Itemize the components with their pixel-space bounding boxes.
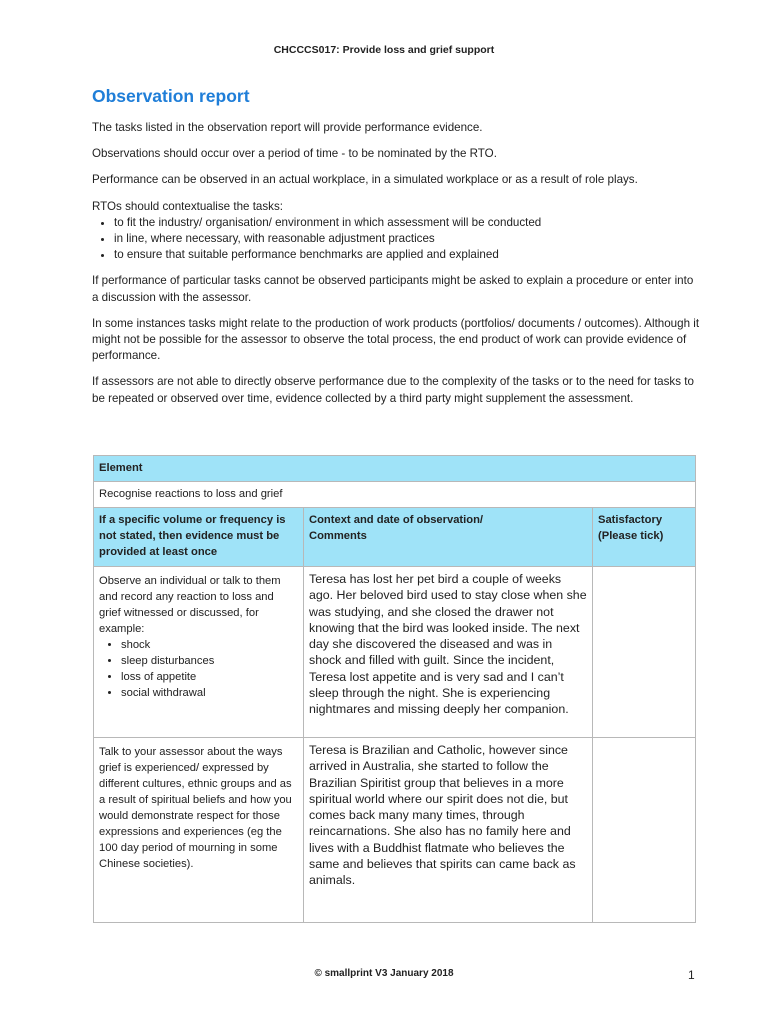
task-cell xyxy=(94,567,304,738)
satisfactory-header-cell xyxy=(593,508,696,567)
list-item: • loss of appetite xyxy=(121,669,298,685)
intro-section xyxy=(92,120,702,417)
observation-table xyxy=(93,455,696,923)
document-header: CHCCCS017: Provide loss and grief support xyxy=(273,44,495,56)
task-cell xyxy=(94,738,304,923)
contextualise-list xyxy=(92,215,702,264)
page-number: 1 xyxy=(688,968,695,982)
list-item: • shock xyxy=(121,637,298,653)
comments-header-line: Context and date of observation/ xyxy=(309,514,484,526)
table-row xyxy=(94,738,696,923)
page-title: Observation report xyxy=(92,86,250,106)
intro-paragraph: The tasks listed in the observation report will provide performance evidence. xyxy=(92,121,483,134)
intro-paragraph: Performance can be observed in an actual workplace, in a simulated workplace or as a result of role plays. xyxy=(92,173,638,187)
element-label-cell: Element xyxy=(94,456,696,482)
footer-copyright: © smallprint V3 January 2018 xyxy=(314,968,454,979)
list-item: • to fit the industry/ organisation/ environment in which assessment will be conducted xyxy=(114,215,702,231)
reaction-list xyxy=(99,637,298,701)
task-text: Observe an individual or talk to them and record any reaction to loss and grief witnessed or discussed, for example: xyxy=(99,575,281,635)
satisfactory-cell[interactable] xyxy=(593,567,696,738)
list-item: • in line, where necessary, with reasonable adjustment practices xyxy=(114,231,702,247)
intro-paragraph: RTOs should contextualise the tasks: xyxy=(92,199,283,213)
intro-paragraph: If assessors are not able to directly observe performance due to the complexity of the tasks or to the need for tasks to be repeated or observed over time, evidence collected by a third party might supplement the assessment. xyxy=(92,375,694,405)
task-text: Talk to your assessor about the ways grief is experienced/ expressed by different cultures, ethnic groups and as a result of spiritual beliefs and how you would demonstrate respect for those expressions and experiences (eg the 100 day period of mourning in some Chinese societies). xyxy=(99,746,292,870)
list-item: • to ensure that suitable performance benchmarks are applied and explained xyxy=(114,247,702,263)
satisfactory-header-line: Satisfactory xyxy=(598,514,663,526)
intro-paragraph: Observations should occur over a period of time - to be nominated by the RTO. xyxy=(92,147,497,161)
list-item: • sleep disturbances xyxy=(121,653,298,669)
intro-paragraph: If performance of particular tasks cannot be observed participants might be asked to explain a procedure or enter into a discussion with the assessor. xyxy=(92,274,694,304)
comment-cell[interactable]: Teresa has lost her pet bird a couple of weeks ago. Her beloved bird used to stay close when she was studying, and she closed the drawer not knowing that the bird was looked inside. The next day she discovered the diseased and was in shock and filled with guilt. Since the incident, Teresa lost appetite and is very sad and I can’t sleep through the night. She is experiencing nightmares and missing deeply her companion. xyxy=(304,567,593,738)
comments-header-cell xyxy=(304,508,593,567)
comment-cell[interactable]: Teresa is Brazilian and Catholic, however since arrived in Australia, she started to follow the Brazilian Spiritist group that believes in a more spiritual world where our spirit does not die, but comes back many many times, through reincarnations. She also has no family here and lives with a Buddhist flatmate who believes the same and believes that spirits can came back as animals. xyxy=(304,738,593,923)
element-value-cell: Recognise reactions to loss and grief xyxy=(94,482,696,508)
satisfactory-cell[interactable] xyxy=(593,738,696,923)
comments-header-line: Comments xyxy=(309,530,367,542)
table-row xyxy=(94,567,696,738)
list-item: • social withdrawal xyxy=(121,685,298,701)
intro-paragraph: In some instances tasks might relate to the production of work products (portfolios/ documents / outcomes). Although it might not be possible for the assessor to observe the total process, the end product of work can provide evidence of performance. xyxy=(92,316,700,363)
satisfactory-header-line: (Please tick) xyxy=(598,530,664,542)
evidence-header-cell: If a specific volume or frequency is not stated, then evidence must be provided at least once xyxy=(94,508,304,567)
